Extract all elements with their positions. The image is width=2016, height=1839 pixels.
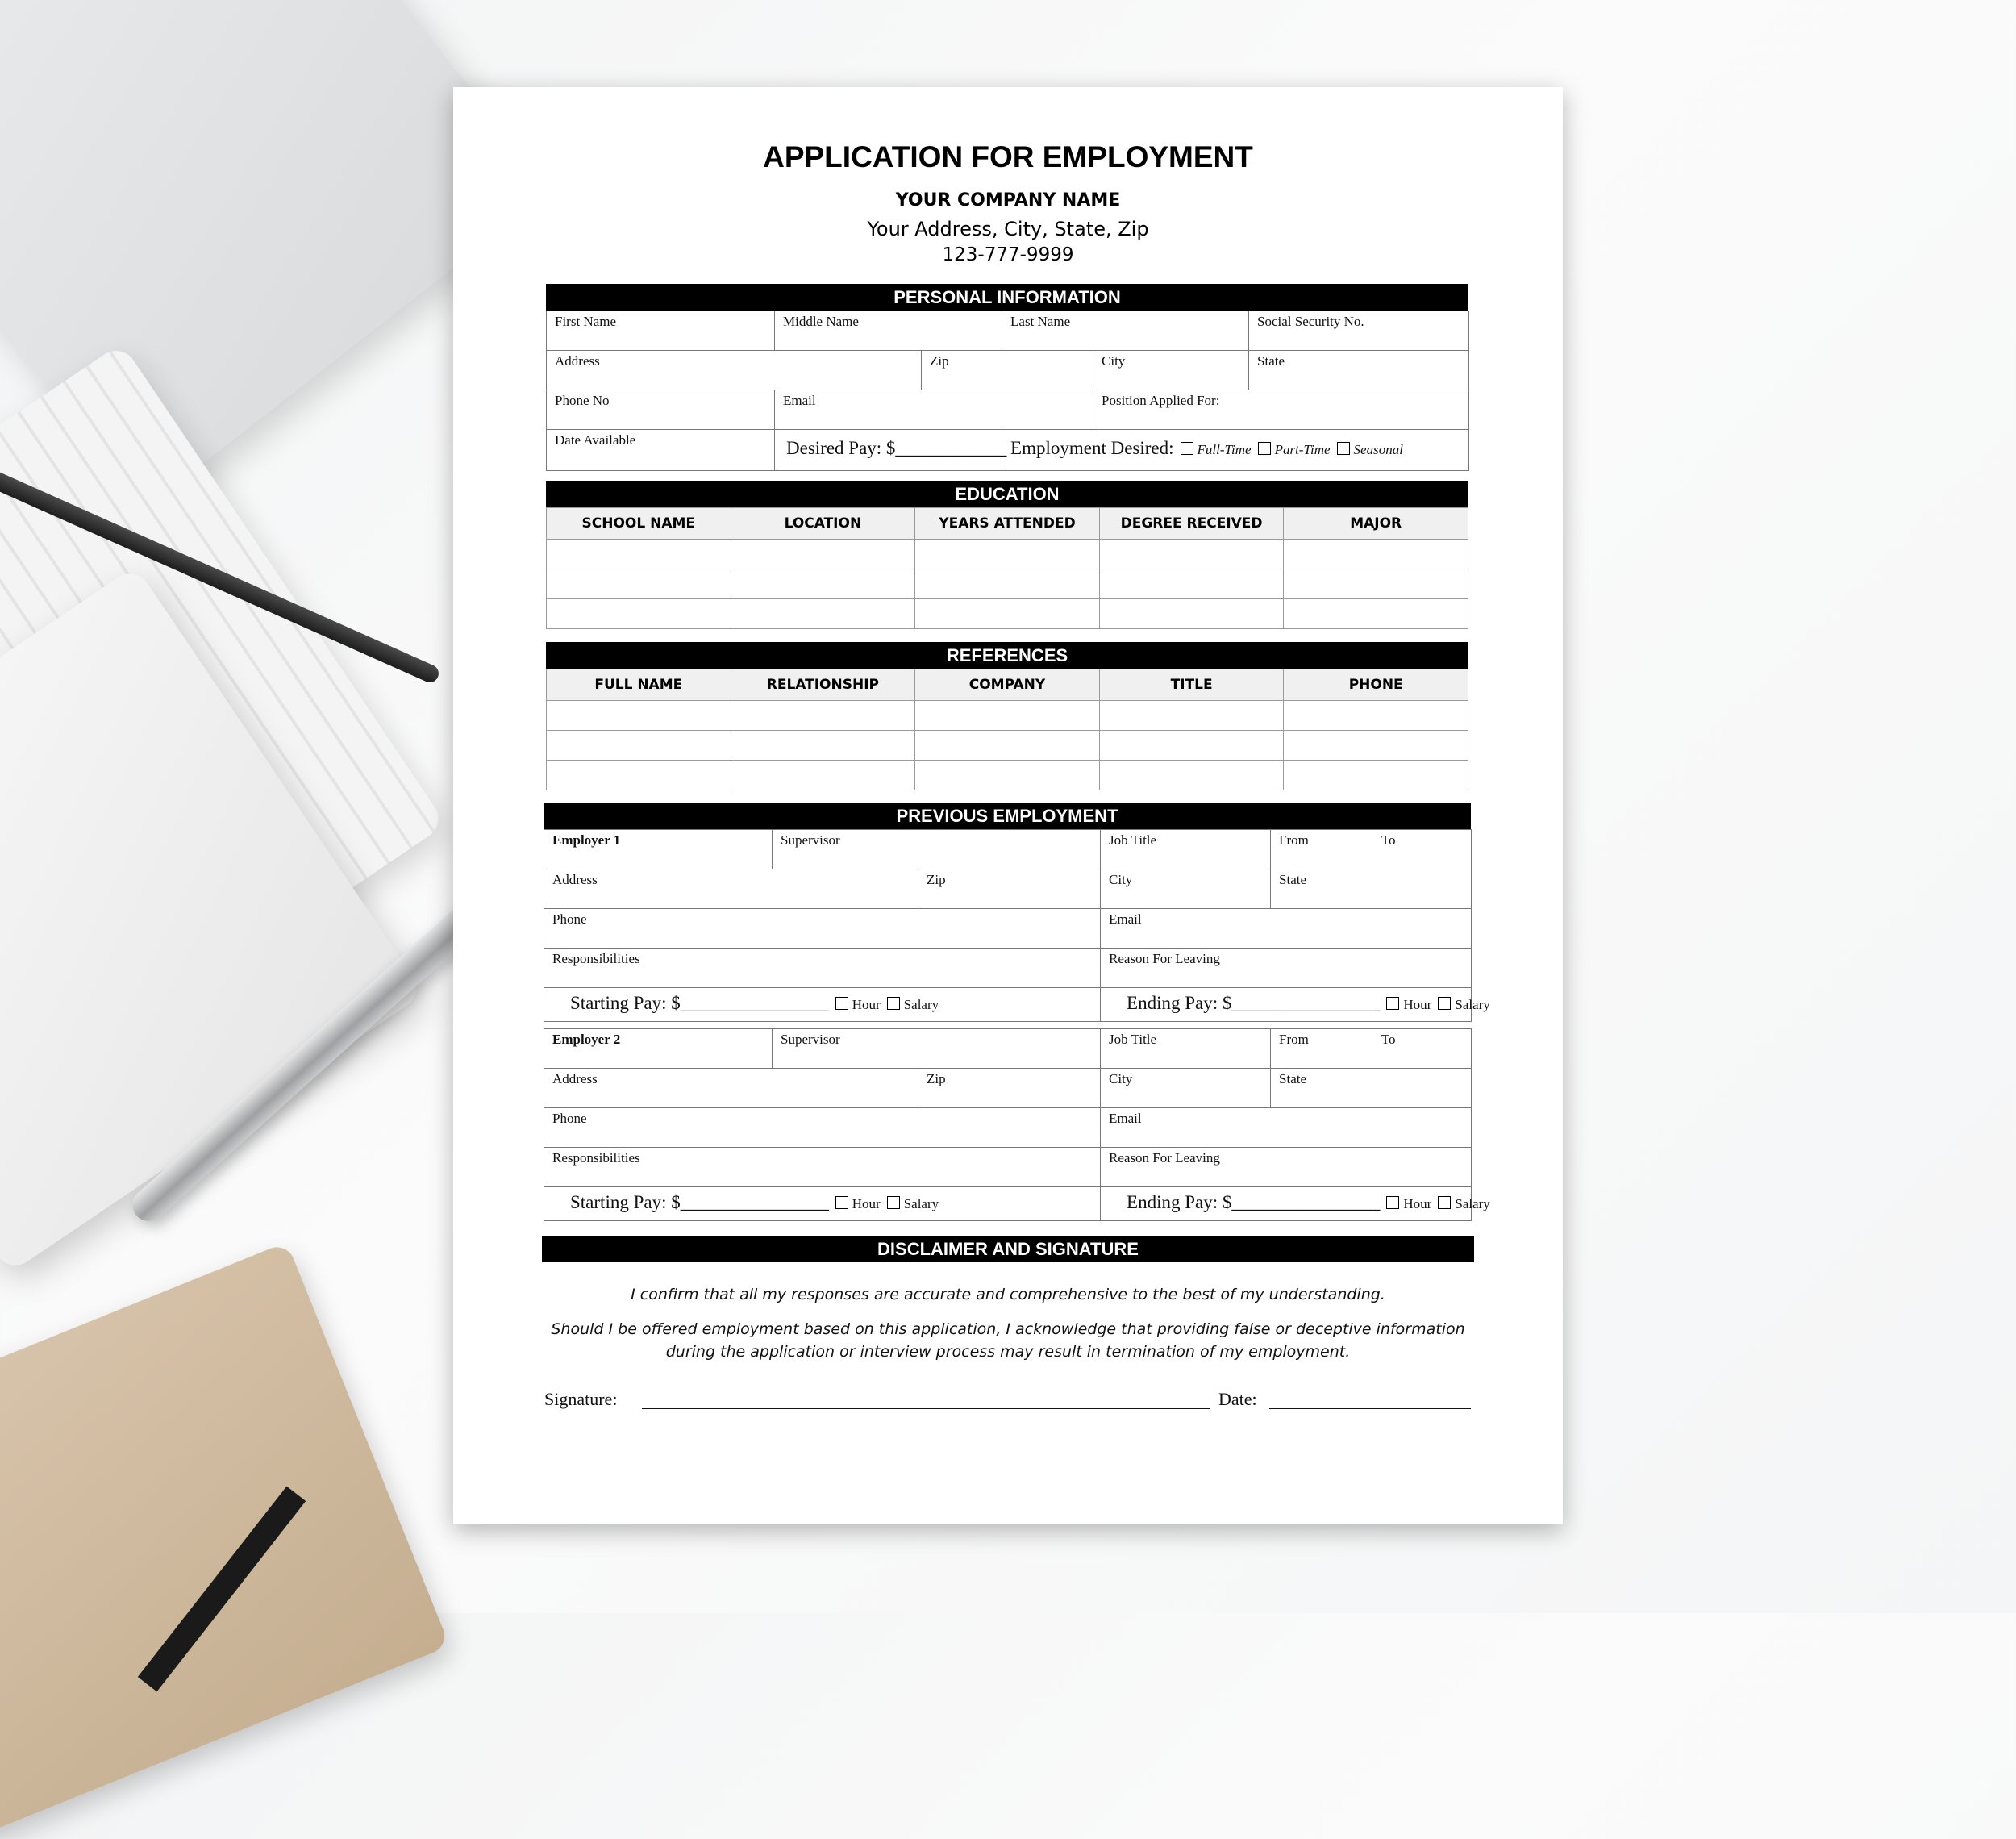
employment-desired-label: Employment Desired: <box>1010 438 1174 458</box>
salary-label: Salary <box>1455 1196 1490 1211</box>
education-col-major: MAJOR <box>1284 508 1468 540</box>
table-cell[interactable] <box>731 761 915 790</box>
employer-2-email-field[interactable]: Email <box>1101 1108 1472 1148</box>
table-cell[interactable] <box>547 701 731 731</box>
table-cell[interactable] <box>1099 731 1284 761</box>
employer-2-ending-pay-field <box>1101 1187 1490 1221</box>
table-cell[interactable] <box>731 540 915 569</box>
signature-label: Signature: <box>544 1389 618 1409</box>
employer-2-starting-pay[interactable]: Starting Pay: $________________ <box>570 1192 829 1212</box>
employer-1-dates-field[interactable]: From To <box>1271 830 1472 869</box>
employment-desired-field <box>1002 430 1469 471</box>
education-table <box>546 507 1468 629</box>
employer-2-job-title-field[interactable]: Job Title <box>1101 1029 1271 1069</box>
zip-field[interactable]: Zip <box>922 351 1093 390</box>
full-time-checkbox[interactable] <box>1181 442 1193 455</box>
employer-1-ending-pay[interactable]: Ending Pay: $________________ <box>1127 993 1381 1013</box>
table-cell[interactable] <box>1284 569 1468 599</box>
education-col-school: SCHOOL NAME <box>547 508 731 540</box>
part-time-checkbox[interactable] <box>1258 442 1271 455</box>
table-cell[interactable] <box>1284 731 1468 761</box>
employer-2-zip-field[interactable]: Zip <box>918 1069 1101 1108</box>
table-cell[interactable] <box>731 569 915 599</box>
table-cell[interactable] <box>547 569 731 599</box>
table-cell[interactable] <box>1284 599 1468 629</box>
employer-2-block <box>544 1028 1490 1221</box>
references-col-full-name: FULL NAME <box>547 669 731 701</box>
table-cell[interactable] <box>1099 569 1284 599</box>
email-field[interactable]: Email <box>775 390 1093 430</box>
kraft-notebook-decoration <box>0 1242 450 1839</box>
table-cell[interactable] <box>915 569 1100 599</box>
references-table <box>546 669 1468 790</box>
employer-1-state-field[interactable]: State <box>1271 869 1472 909</box>
date-line[interactable] <box>1269 1408 1471 1409</box>
phone-field[interactable]: Phone No <box>547 390 775 430</box>
references-col-relationship: RELATIONSHIP <box>731 669 915 701</box>
salary-label: Salary <box>903 1196 939 1211</box>
education-header: EDUCATION <box>546 481 1468 507</box>
table-cell[interactable] <box>1099 701 1284 731</box>
address-field[interactable]: Address <box>547 351 922 390</box>
employer-1-start-salary-checkbox[interactable] <box>887 997 900 1010</box>
table-cell[interactable] <box>547 731 731 761</box>
company-address: Your Address, City, State, Zip <box>867 218 1149 240</box>
references-col-phone: PHONE <box>1284 669 1468 701</box>
employer-1-starting-pay-field <box>544 988 1101 1022</box>
date-available-field[interactable]: Date Available <box>547 430 775 471</box>
table-cell[interactable] <box>731 701 915 731</box>
employer-1-start-hour-checkbox[interactable] <box>835 997 848 1010</box>
table-cell[interactable] <box>547 540 731 569</box>
education-section <box>546 481 1468 629</box>
table-row <box>547 569 1468 599</box>
employer-2-supervisor-field[interactable]: Supervisor <box>773 1029 1101 1069</box>
part-time-label: Part-Time <box>1274 442 1331 457</box>
employer-1-name-field[interactable]: Employer 1 <box>544 830 773 869</box>
last-name-field[interactable]: Last Name <box>1002 311 1249 351</box>
employer-1-city-field[interactable]: City <box>1101 869 1271 909</box>
employer-1-starting-pay[interactable]: Starting Pay: $________________ <box>570 993 829 1013</box>
ssn-field[interactable]: Social Security No. <box>1249 311 1469 351</box>
hour-label: Hour <box>852 1196 881 1211</box>
disclaimer-section <box>542 1236 1474 1262</box>
personal-information-header: PERSONAL INFORMATION <box>546 284 1468 311</box>
table-cell[interactable] <box>547 599 731 629</box>
state-field[interactable]: State <box>1249 351 1469 390</box>
previous-employment-section <box>544 803 1490 1221</box>
company-name: YOUR COMPANY NAME <box>895 190 1121 211</box>
references-col-title: TITLE <box>1099 669 1284 701</box>
table-row <box>547 731 1468 761</box>
table-cell[interactable] <box>1099 540 1284 569</box>
employer-1-responsibilities-field[interactable]: Responsibilities <box>544 949 1101 988</box>
first-name-field[interactable]: First Name <box>547 311 775 351</box>
company-phone: 123-777-9999 <box>942 244 1074 265</box>
table-cell[interactable] <box>1284 701 1468 731</box>
full-time-label: Full-Time <box>1197 442 1252 457</box>
table-row <box>547 599 1468 629</box>
table-cell[interactable] <box>1099 761 1284 790</box>
education-col-location: LOCATION <box>731 508 915 540</box>
education-col-degree: DEGREE RECEIVED <box>1099 508 1284 540</box>
employer-1-end-salary-checkbox[interactable] <box>1438 997 1451 1010</box>
desired-pay-field[interactable]: Desired Pay: $____________ <box>775 430 1002 471</box>
employer-2-responsibilities-field[interactable]: Responsibilities <box>544 1148 1101 1187</box>
table-cell[interactable] <box>915 540 1100 569</box>
employer-1-zip-field[interactable]: Zip <box>918 869 1101 909</box>
education-col-years: YEARS ATTENDED <box>915 508 1100 540</box>
employer-2-city-field[interactable]: City <box>1101 1069 1271 1108</box>
city-field[interactable]: City <box>1093 351 1249 390</box>
references-col-company: COMPANY <box>915 669 1100 701</box>
table-cell[interactable] <box>731 731 915 761</box>
employer-1-email-field[interactable]: Email <box>1101 909 1472 949</box>
table-cell[interactable] <box>915 701 1100 731</box>
employer-2-end-hour-checkbox[interactable] <box>1386 1196 1399 1209</box>
employer-2-end-salary-checkbox[interactable] <box>1438 1196 1451 1209</box>
table-row <box>547 540 1468 569</box>
previous-employment-header: PREVIOUS EMPLOYMENT <box>544 803 1471 829</box>
disclaimer-line-2: Should I be offered employment based on this application, I acknowledge that providing false or deceptive information during the application or interview process may result in termination of my employment. <box>551 1320 1465 1361</box>
salary-label: Salary <box>903 997 939 1012</box>
position-applied-field[interactable]: Position Applied For: <box>1093 390 1469 430</box>
employer-1-end-hour-checkbox[interactable] <box>1386 997 1399 1010</box>
employer-2-start-hour-checkbox[interactable] <box>835 1196 848 1209</box>
employer-2-dates-field[interactable]: From To <box>1271 1029 1472 1069</box>
employer-1-block <box>544 829 1490 1022</box>
table-cell[interactable] <box>547 761 731 790</box>
seasonal-checkbox[interactable] <box>1337 442 1350 455</box>
hour-label: Hour <box>1403 997 1432 1012</box>
middle-name-field[interactable]: Middle Name <box>775 311 1002 351</box>
hour-label: Hour <box>852 997 881 1012</box>
employer-2-address-field[interactable]: Address <box>544 1069 918 1108</box>
table-cell[interactable] <box>731 599 915 629</box>
employer-1-phone-field[interactable]: Phone <box>544 909 1101 949</box>
personal-information-section <box>546 284 1468 471</box>
employer-1-supervisor-field[interactable]: Supervisor <box>773 830 1101 869</box>
form-title: APPLICATION FOR EMPLOYMENT <box>763 140 1253 173</box>
table-row <box>547 761 1468 790</box>
table-cell[interactable] <box>1284 761 1468 790</box>
employer-2-name-field[interactable]: Employer 2 <box>544 1029 773 1069</box>
references-header: REFERENCES <box>546 642 1468 669</box>
employer-1-ending-pay-field <box>1101 988 1490 1022</box>
employer-2-ending-pay[interactable]: Ending Pay: $________________ <box>1127 1192 1381 1212</box>
salary-label: Salary <box>1455 997 1490 1012</box>
table-cell[interactable] <box>915 731 1100 761</box>
disclaimer-header: DISCLAIMER AND SIGNATURE <box>542 1236 1474 1262</box>
employer-1-job-title-field[interactable]: Job Title <box>1101 830 1271 869</box>
table-cell[interactable] <box>915 599 1100 629</box>
employer-1-address-field[interactable]: Address <box>544 869 918 909</box>
employer-1-reason-field[interactable]: Reason For Leaving <box>1101 949 1472 988</box>
hour-label: Hour <box>1403 1196 1432 1211</box>
employer-2-reason-field[interactable]: Reason For Leaving <box>1101 1148 1472 1187</box>
employer-2-starting-pay-field <box>544 1187 1101 1221</box>
table-cell[interactable] <box>1099 599 1284 629</box>
application-form-sheet <box>453 87 1563 1524</box>
date-label: Date: <box>1218 1389 1257 1409</box>
employer-2-start-salary-checkbox[interactable] <box>887 1196 900 1209</box>
employer-2-phone-field[interactable]: Phone <box>544 1108 1101 1148</box>
disclaimer-line-1: I confirm that all my responses are accurate and comprehensive to the best of my understanding. <box>631 1286 1385 1303</box>
employer-2-state-field[interactable]: State <box>1271 1069 1472 1108</box>
signature-line[interactable] <box>642 1408 1210 1409</box>
table-cell[interactable] <box>1284 540 1468 569</box>
seasonal-label: Seasonal <box>1353 442 1403 457</box>
references-section <box>546 642 1468 790</box>
table-row <box>547 701 1468 731</box>
table-cell[interactable] <box>915 761 1100 790</box>
